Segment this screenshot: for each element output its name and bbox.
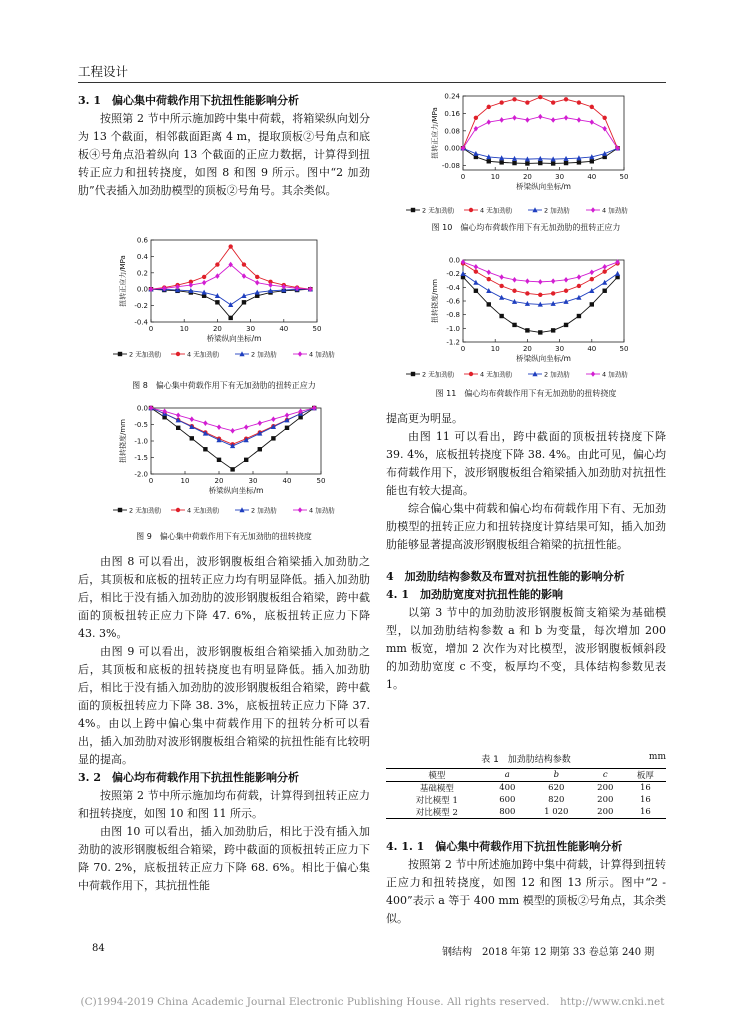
x-tick-label: 50 bbox=[619, 173, 629, 181]
diamond-marker bbox=[176, 412, 180, 418]
y-tick-label: -1.0 bbox=[446, 324, 460, 333]
figure-11 bbox=[398, 252, 666, 384]
section-3-1 bbox=[78, 92, 370, 200]
x-axis-label: 桥梁纵向坐标/m bbox=[208, 486, 264, 495]
circle-marker bbox=[577, 284, 581, 288]
diamond-marker bbox=[564, 277, 568, 283]
triangle-marker bbox=[576, 295, 581, 300]
square-marker bbox=[577, 314, 581, 318]
diamond-marker bbox=[525, 278, 529, 284]
diamond-marker bbox=[590, 270, 594, 276]
square-marker bbox=[118, 508, 122, 512]
legend bbox=[113, 506, 335, 515]
legend-label: 2 无加劲肋 bbox=[422, 370, 455, 379]
circle-marker bbox=[577, 100, 581, 104]
table-row bbox=[386, 794, 666, 806]
square-marker bbox=[228, 316, 232, 320]
circle-marker bbox=[602, 269, 606, 273]
x-tick-label: 50 bbox=[619, 345, 629, 353]
section-heading: 3. 2 偏心均布荷载作用下抗扭性能影响分析 bbox=[78, 771, 299, 784]
circle-marker bbox=[551, 291, 555, 295]
journal-info: 钢结构 2018 年第 12 期第 33 卷总第 240 期 bbox=[442, 947, 655, 958]
table-row bbox=[386, 806, 666, 819]
square-marker bbox=[602, 289, 606, 293]
x-tick-label: 30 bbox=[248, 477, 258, 485]
diamond-marker bbox=[202, 280, 206, 286]
y-tick-label: -0.4 bbox=[446, 283, 460, 292]
series-2-加劲肋 bbox=[148, 405, 316, 448]
circle-marker bbox=[487, 277, 491, 281]
series-line bbox=[463, 97, 618, 148]
square-marker bbox=[271, 436, 275, 440]
y-axis-label: 扭转正应力/MPa bbox=[431, 107, 439, 159]
series-4-加劲肋 bbox=[149, 262, 313, 292]
square-marker bbox=[215, 300, 219, 304]
square-marker bbox=[551, 328, 555, 332]
y-axis-label: 扭转挠度/mm bbox=[431, 279, 439, 323]
paragraph: 由图 10 可以看出，插入加劲肋后，相比于没有插入加劲肋的波形钢腹板组合箱梁，跨中截面的顶板扭转正应力下降 70. 2%，底板扭转正应力下降 68. 6%。相比于偏心集中荷载作用下，其抗扭性能 bbox=[78, 825, 370, 892]
figure-10 bbox=[398, 88, 666, 220]
circle-marker bbox=[228, 244, 232, 248]
diamond-marker bbox=[538, 114, 542, 120]
diamond-marker bbox=[525, 117, 529, 123]
series-4-加劲肋 bbox=[461, 259, 620, 284]
x-tick-label: 50 bbox=[316, 477, 326, 485]
circle-marker bbox=[551, 100, 555, 104]
y-tick-label: -2.0 bbox=[134, 470, 148, 479]
y-tick-label: 0.24 bbox=[444, 92, 460, 101]
watermark: (C)1994-2019 China Academic Journal Electronic Publishing House. All rights reserved. http://www.cnki.net bbox=[80, 996, 665, 1008]
series-4-无加劲肋 bbox=[461, 95, 620, 151]
paragraph-continuation: 提高更为明显。 bbox=[386, 412, 463, 425]
table-unit: mm bbox=[648, 752, 666, 762]
table-cell: 对比模型 1 bbox=[415, 796, 458, 806]
legend-label: 2 无加劲肋 bbox=[129, 350, 162, 359]
series-2-加劲肋 bbox=[148, 286, 313, 307]
series-line bbox=[463, 117, 618, 149]
x-tick-label: 40 bbox=[587, 345, 597, 353]
paragraph: 以第 3 节中的加劲肋波形钢腹板简支箱梁为基础模型，以加劲肋结构参数 a 和 b 为变量，每次增加 200 mm 板宽，增加 2 次作为对比模型，波形钢腹板倾斜段的加劲肋宽度 c 不变，板厚均不变，具体结构参数见表 1。 bbox=[386, 606, 666, 691]
legend-label: 4 加劲肋 bbox=[309, 350, 335, 359]
diamond-marker bbox=[577, 274, 581, 280]
paragraph: 由图 11 可以看出，跨中截面的顶板扭转挠度下降 39. 4%，底板扭转挠度下降 38. 4%。由此可见，偏心均布荷载作用下，波形钢腹板组合箱梁插入加劲肋对抗扭性能也有较大提高。 bbox=[386, 430, 666, 497]
square-marker bbox=[512, 323, 516, 327]
subsection-heading: 4. 1. 1 偏心集中荷载作用下抗扭性能影响分析 bbox=[386, 840, 623, 853]
y-tick-label: -0.5 bbox=[134, 421, 148, 429]
circle-marker bbox=[512, 289, 516, 293]
figure-10-caption: 图 10 偏心均布荷载作用下有无加劲肋的扭转正应力 bbox=[431, 223, 621, 232]
diamond-marker bbox=[551, 117, 555, 123]
paragraph: 由图 9 可以看出，波形钢腹板组合箱梁插入加劲肋之后，其顶板和底板的扭转挠度也有明显降低。插入加劲肋后，相比于没有插入加劲肋的波形钢腹板组合箱梁，跨中截面的顶板扭转应力下降 38. 3%，底板扭转正应力下降 37. 4%。由以上跨中偏心集中荷载作用下的扭转分析可以看出，插入加劲肋对波形钢腹板组合箱梁的抗扭性能有比较明显的提高。 bbox=[78, 645, 370, 766]
x-tick-label: 20 bbox=[214, 477, 224, 485]
y-tick-label: 0.2 bbox=[136, 269, 148, 278]
diamond-marker bbox=[487, 119, 491, 125]
x-tick-label: 10 bbox=[490, 345, 500, 353]
section-4-1-1 bbox=[386, 838, 666, 928]
legend-label: 2 加劲肋 bbox=[251, 350, 277, 359]
y-tick-label: -0.08 bbox=[441, 162, 460, 171]
square-marker bbox=[244, 458, 248, 462]
triangle-marker bbox=[486, 288, 491, 293]
circle-marker bbox=[525, 291, 529, 295]
square-marker bbox=[538, 161, 542, 165]
table-cell: 620 bbox=[548, 783, 565, 793]
legend-label: 2 加劲肋 bbox=[251, 506, 277, 515]
square-marker bbox=[525, 328, 529, 332]
table-cell: 1 020 bbox=[527, 806, 586, 819]
series-line bbox=[151, 408, 314, 469]
series-2-无加劲肋 bbox=[149, 406, 317, 472]
table-cell: 对比模型 2 bbox=[386, 806, 488, 819]
y-tick-label: -0.4 bbox=[134, 318, 148, 327]
figure-8 bbox=[95, 232, 365, 382]
table-cell: 基础模型 bbox=[419, 784, 454, 794]
section-heading: 4 加劲肋结构参数及布置对抗扭性能的影响分析 bbox=[386, 570, 625, 583]
square-marker bbox=[499, 314, 503, 318]
y-axis-label: 扭转正应力/MPa bbox=[119, 255, 127, 307]
circle-marker bbox=[538, 95, 542, 99]
y-tick-label: 0.0 bbox=[448, 256, 460, 265]
legend-label: 4 加劲肋 bbox=[602, 206, 628, 215]
circle-marker bbox=[255, 275, 259, 279]
plot-frame bbox=[151, 408, 321, 474]
y-tick-label: 0.4 bbox=[136, 252, 148, 261]
x-tick-label: 20 bbox=[212, 325, 222, 333]
y-tick-label: 0.0 bbox=[136, 404, 148, 413]
x-tick-label: 30 bbox=[555, 173, 565, 181]
x-tick-label: 0 bbox=[148, 477, 154, 485]
diamond-marker bbox=[512, 115, 516, 121]
y-tick-label: -1.2 bbox=[446, 338, 460, 347]
diamond-marker bbox=[474, 264, 478, 270]
x-tick-label: 20 bbox=[522, 173, 532, 181]
x-tick-label: 10 bbox=[179, 325, 189, 333]
x-tick-label: 50 bbox=[312, 325, 322, 333]
col-header: 模型 bbox=[386, 769, 488, 782]
diamond-marker bbox=[298, 507, 302, 513]
diamond-marker bbox=[538, 279, 542, 285]
paragraph: 按照第 2 节中所述施加跨中集中荷载，计算得到扭转正应力和扭转挠度，如图 12 和图 13 所示。图中“2 - 400”表示 a 等于 400 mm 模型的顶板②号角点，其余类似。 bbox=[386, 858, 666, 925]
triangle-marker bbox=[499, 295, 504, 300]
x-tick-label: 40 bbox=[279, 325, 289, 333]
diamond-marker bbox=[230, 428, 234, 434]
square-marker bbox=[499, 160, 503, 164]
section-3-1-discussion bbox=[78, 553, 370, 895]
circle-marker bbox=[242, 262, 246, 266]
x-tick-label: 40 bbox=[282, 477, 292, 485]
triangle-marker bbox=[602, 280, 607, 285]
diamond-marker bbox=[228, 262, 232, 268]
circle-marker bbox=[602, 116, 606, 120]
x-tick-label: 20 bbox=[522, 345, 532, 353]
legend-label: 4 加劲肋 bbox=[602, 370, 628, 379]
running-header: 工程设计 bbox=[78, 64, 129, 79]
legend-label: 2 加劲肋 bbox=[544, 370, 570, 379]
diamond-marker bbox=[258, 420, 262, 426]
table-cell: 200 bbox=[597, 783, 614, 793]
col-header: b bbox=[527, 769, 586, 782]
circle-marker bbox=[474, 269, 478, 273]
legend-label: 2 无加劲肋 bbox=[129, 506, 162, 515]
square-marker bbox=[590, 159, 594, 163]
square-marker bbox=[285, 426, 289, 430]
diamond-marker bbox=[591, 371, 595, 377]
table-1 bbox=[386, 752, 666, 819]
y-tick-label: -0.8 bbox=[446, 311, 460, 320]
legend-label: 4 无加劲肋 bbox=[187, 506, 220, 515]
table-row bbox=[386, 782, 666, 795]
x-axis-label: 桥梁纵向坐标/m bbox=[516, 354, 571, 363]
square-marker bbox=[487, 159, 491, 163]
series-4-无加劲肋 bbox=[149, 406, 317, 447]
col-header: c bbox=[586, 769, 625, 782]
paragraph: 由图 8 可以看出，波形钢腹板组合箱梁插入加劲肋之后，其顶板和底板的扭转正应力均有明显降低。插入加劲肋后，相比于没有插入加劲肋的波形钢腹板组合箱梁，跨中截面的顶板扭转正应力下降 47. 6%，底板扭转正应力下降 43. 3%。 bbox=[78, 555, 370, 640]
section-3-2-cont bbox=[386, 410, 666, 694]
triangle-marker bbox=[589, 288, 594, 293]
circle-marker bbox=[469, 208, 473, 212]
square-marker bbox=[564, 161, 568, 165]
x-tick-label: 40 bbox=[587, 173, 597, 181]
series-line bbox=[151, 408, 314, 446]
legend-label: 4 无加劲肋 bbox=[480, 206, 513, 215]
table-cell: 800 bbox=[488, 806, 527, 819]
series-line bbox=[463, 262, 618, 282]
square-marker bbox=[577, 160, 581, 164]
circle-marker bbox=[202, 275, 206, 279]
parameter-table bbox=[386, 768, 666, 819]
series-4-加劲肋 bbox=[149, 405, 317, 433]
y-tick-label: -0.6 bbox=[446, 297, 460, 306]
circle-marker bbox=[512, 97, 516, 101]
circle-marker bbox=[487, 105, 491, 109]
section-heading: 3. 1 偏心集中荷载作用下抗扭性能影响分析 bbox=[78, 94, 299, 107]
square-marker bbox=[190, 436, 194, 440]
table-cell: 820 bbox=[548, 795, 565, 805]
square-marker bbox=[118, 352, 122, 356]
circle-marker bbox=[538, 293, 542, 297]
square-marker bbox=[512, 161, 516, 165]
figure-11-caption: 图 11 偏心均布荷载作用下有无加劲肋的扭转挠度 bbox=[435, 389, 617, 398]
diamond-marker bbox=[271, 416, 275, 422]
y-tick-label: -1.5 bbox=[134, 454, 148, 462]
table-cell: 16 bbox=[640, 795, 651, 805]
table-cell: 16 bbox=[625, 806, 666, 819]
diamond-marker bbox=[203, 420, 207, 426]
circle-marker bbox=[474, 116, 478, 120]
triangle-marker bbox=[615, 271, 620, 276]
legend bbox=[406, 370, 628, 379]
plot-frame bbox=[151, 240, 317, 322]
circle-marker bbox=[215, 262, 219, 266]
x-tick-label: 10 bbox=[180, 477, 190, 485]
x-tick-label: 30 bbox=[555, 345, 565, 353]
diamond-marker bbox=[298, 351, 302, 357]
square-marker bbox=[411, 372, 415, 376]
series-line bbox=[463, 274, 618, 305]
legend bbox=[406, 206, 628, 215]
diamond-marker bbox=[285, 412, 289, 418]
circle-marker bbox=[525, 100, 529, 104]
diamond-marker bbox=[577, 117, 581, 123]
circle-marker bbox=[176, 508, 180, 512]
series-2-加劲肋 bbox=[460, 145, 620, 161]
table-cell: 16 bbox=[640, 783, 651, 793]
diamond-marker bbox=[217, 424, 221, 430]
diamond-marker bbox=[590, 119, 594, 125]
diamond-marker bbox=[487, 270, 491, 276]
square-marker bbox=[590, 302, 594, 306]
y-tick-label: -0.2 bbox=[134, 302, 148, 311]
x-axis-label: 桥梁纵向坐标/m bbox=[516, 182, 571, 191]
series-4-无加劲肋 bbox=[149, 244, 313, 291]
y-tick-label: -1.0 bbox=[134, 437, 148, 446]
figure-8-caption: 图 8 偏心集中荷载作用下有无加劲肋的扭转正应力 bbox=[132, 381, 316, 390]
diamond-marker bbox=[591, 207, 595, 213]
diamond-marker bbox=[512, 277, 516, 283]
square-marker bbox=[258, 447, 262, 451]
legend-label: 4 无加劲肋 bbox=[480, 370, 513, 379]
square-marker bbox=[564, 323, 568, 327]
diamond-marker bbox=[244, 424, 248, 430]
table-cell: 200 bbox=[597, 795, 614, 805]
square-marker bbox=[217, 458, 221, 462]
legend-label: 4 无加劲肋 bbox=[187, 350, 220, 359]
diamond-marker bbox=[564, 115, 568, 121]
y-tick-label: 0.6 bbox=[136, 236, 148, 245]
y-tick-label: 0.08 bbox=[444, 127, 460, 136]
triangle-marker bbox=[473, 280, 478, 285]
square-marker bbox=[551, 161, 555, 165]
diamond-marker bbox=[215, 273, 219, 279]
diamond-marker bbox=[602, 264, 606, 270]
legend-label: 4 加劲肋 bbox=[309, 506, 335, 515]
y-tick-label: -0.2 bbox=[446, 270, 460, 279]
x-tick-label: 0 bbox=[460, 173, 466, 181]
paragraph: 按照第 2 节中所示施加均布荷载，计算得到扭转正应力和扭转挠度，如图 10 和图 11 所示。 bbox=[78, 789, 370, 820]
table-cell: 400 bbox=[499, 783, 516, 793]
diamond-marker bbox=[499, 117, 503, 123]
paragraph: 按照第 2 节中所示施加跨中集中荷载，将箱梁纵向划分为 13 个截面，相邻截面距离 4 m，提取顶板②号角点和底板④号角点沿着纵向 13 个截面的正应力数据，计算得到扭转正应力和扭转挠度，如图 8 和图 9 所示。图中“2 加劲肋”代表插入加劲肋模型的顶板②号角号。其余类似。 bbox=[78, 112, 370, 197]
circle-marker bbox=[499, 284, 503, 288]
diamond-marker bbox=[551, 278, 555, 284]
legend-label: 2 加劲肋 bbox=[544, 206, 570, 215]
x-tick-label: 0 bbox=[148, 325, 154, 333]
square-marker bbox=[411, 208, 415, 212]
square-marker bbox=[242, 300, 246, 304]
triangle-marker bbox=[228, 302, 233, 307]
square-marker bbox=[538, 330, 542, 334]
diamond-marker bbox=[190, 416, 194, 422]
x-tick-label: 10 bbox=[490, 173, 500, 181]
figure-9-caption: 图 9 偏心集中荷载作用下有无加劲肋的扭转挠度 bbox=[136, 532, 312, 541]
series-line bbox=[151, 247, 310, 290]
diamond-marker bbox=[499, 274, 503, 280]
circle-marker bbox=[564, 97, 568, 101]
diamond-marker bbox=[242, 273, 246, 279]
circle-marker bbox=[590, 105, 594, 109]
legend-label: 2 无加劲肋 bbox=[422, 206, 455, 215]
table-cell: 200 bbox=[586, 806, 625, 819]
col-header: 板厚 bbox=[625, 769, 666, 782]
table-cell: 600 bbox=[499, 795, 516, 805]
y-tick-label: 0.16 bbox=[444, 109, 460, 118]
circle-marker bbox=[469, 372, 473, 376]
page-number: 84 bbox=[92, 943, 105, 954]
circle-marker bbox=[564, 289, 568, 293]
legend bbox=[113, 350, 335, 359]
subsection-heading: 4. 1 加劲肋宽度对抗扭性能的影响 bbox=[386, 588, 563, 601]
circle-marker bbox=[176, 352, 180, 356]
x-axis-label: 桥梁纵向坐标/m bbox=[206, 334, 262, 343]
square-marker bbox=[230, 467, 234, 471]
col-header: a bbox=[488, 769, 527, 782]
figure-9 bbox=[95, 398, 365, 530]
x-tick-label: 30 bbox=[246, 325, 256, 333]
x-tick-label: 0 bbox=[460, 345, 466, 353]
square-marker bbox=[525, 161, 529, 165]
square-marker bbox=[474, 289, 478, 293]
paragraph: 综合偏心集中荷载和偏心均布荷载作用下有、无加劲肋模型的扭转正应力和扭转挠度计算结果可知，插入加劲肋能够显著提高波形钢腹板组合箱梁的抗扭性能。 bbox=[386, 502, 666, 551]
y-tick-label: 0.00 bbox=[444, 144, 460, 153]
table-title: 表 1 加劲肋结构参数 bbox=[481, 755, 571, 765]
y-axis-label: 扭转挠度/mm bbox=[119, 419, 127, 463]
circle-marker bbox=[499, 100, 503, 104]
circle-marker bbox=[590, 277, 594, 281]
y-tick-label: 0.0 bbox=[136, 285, 148, 294]
square-marker bbox=[176, 426, 180, 430]
series-4-加劲肋 bbox=[461, 114, 620, 151]
square-marker bbox=[203, 447, 207, 451]
header-divider bbox=[78, 82, 666, 83]
square-marker bbox=[487, 302, 491, 306]
diamond-marker bbox=[255, 280, 259, 286]
